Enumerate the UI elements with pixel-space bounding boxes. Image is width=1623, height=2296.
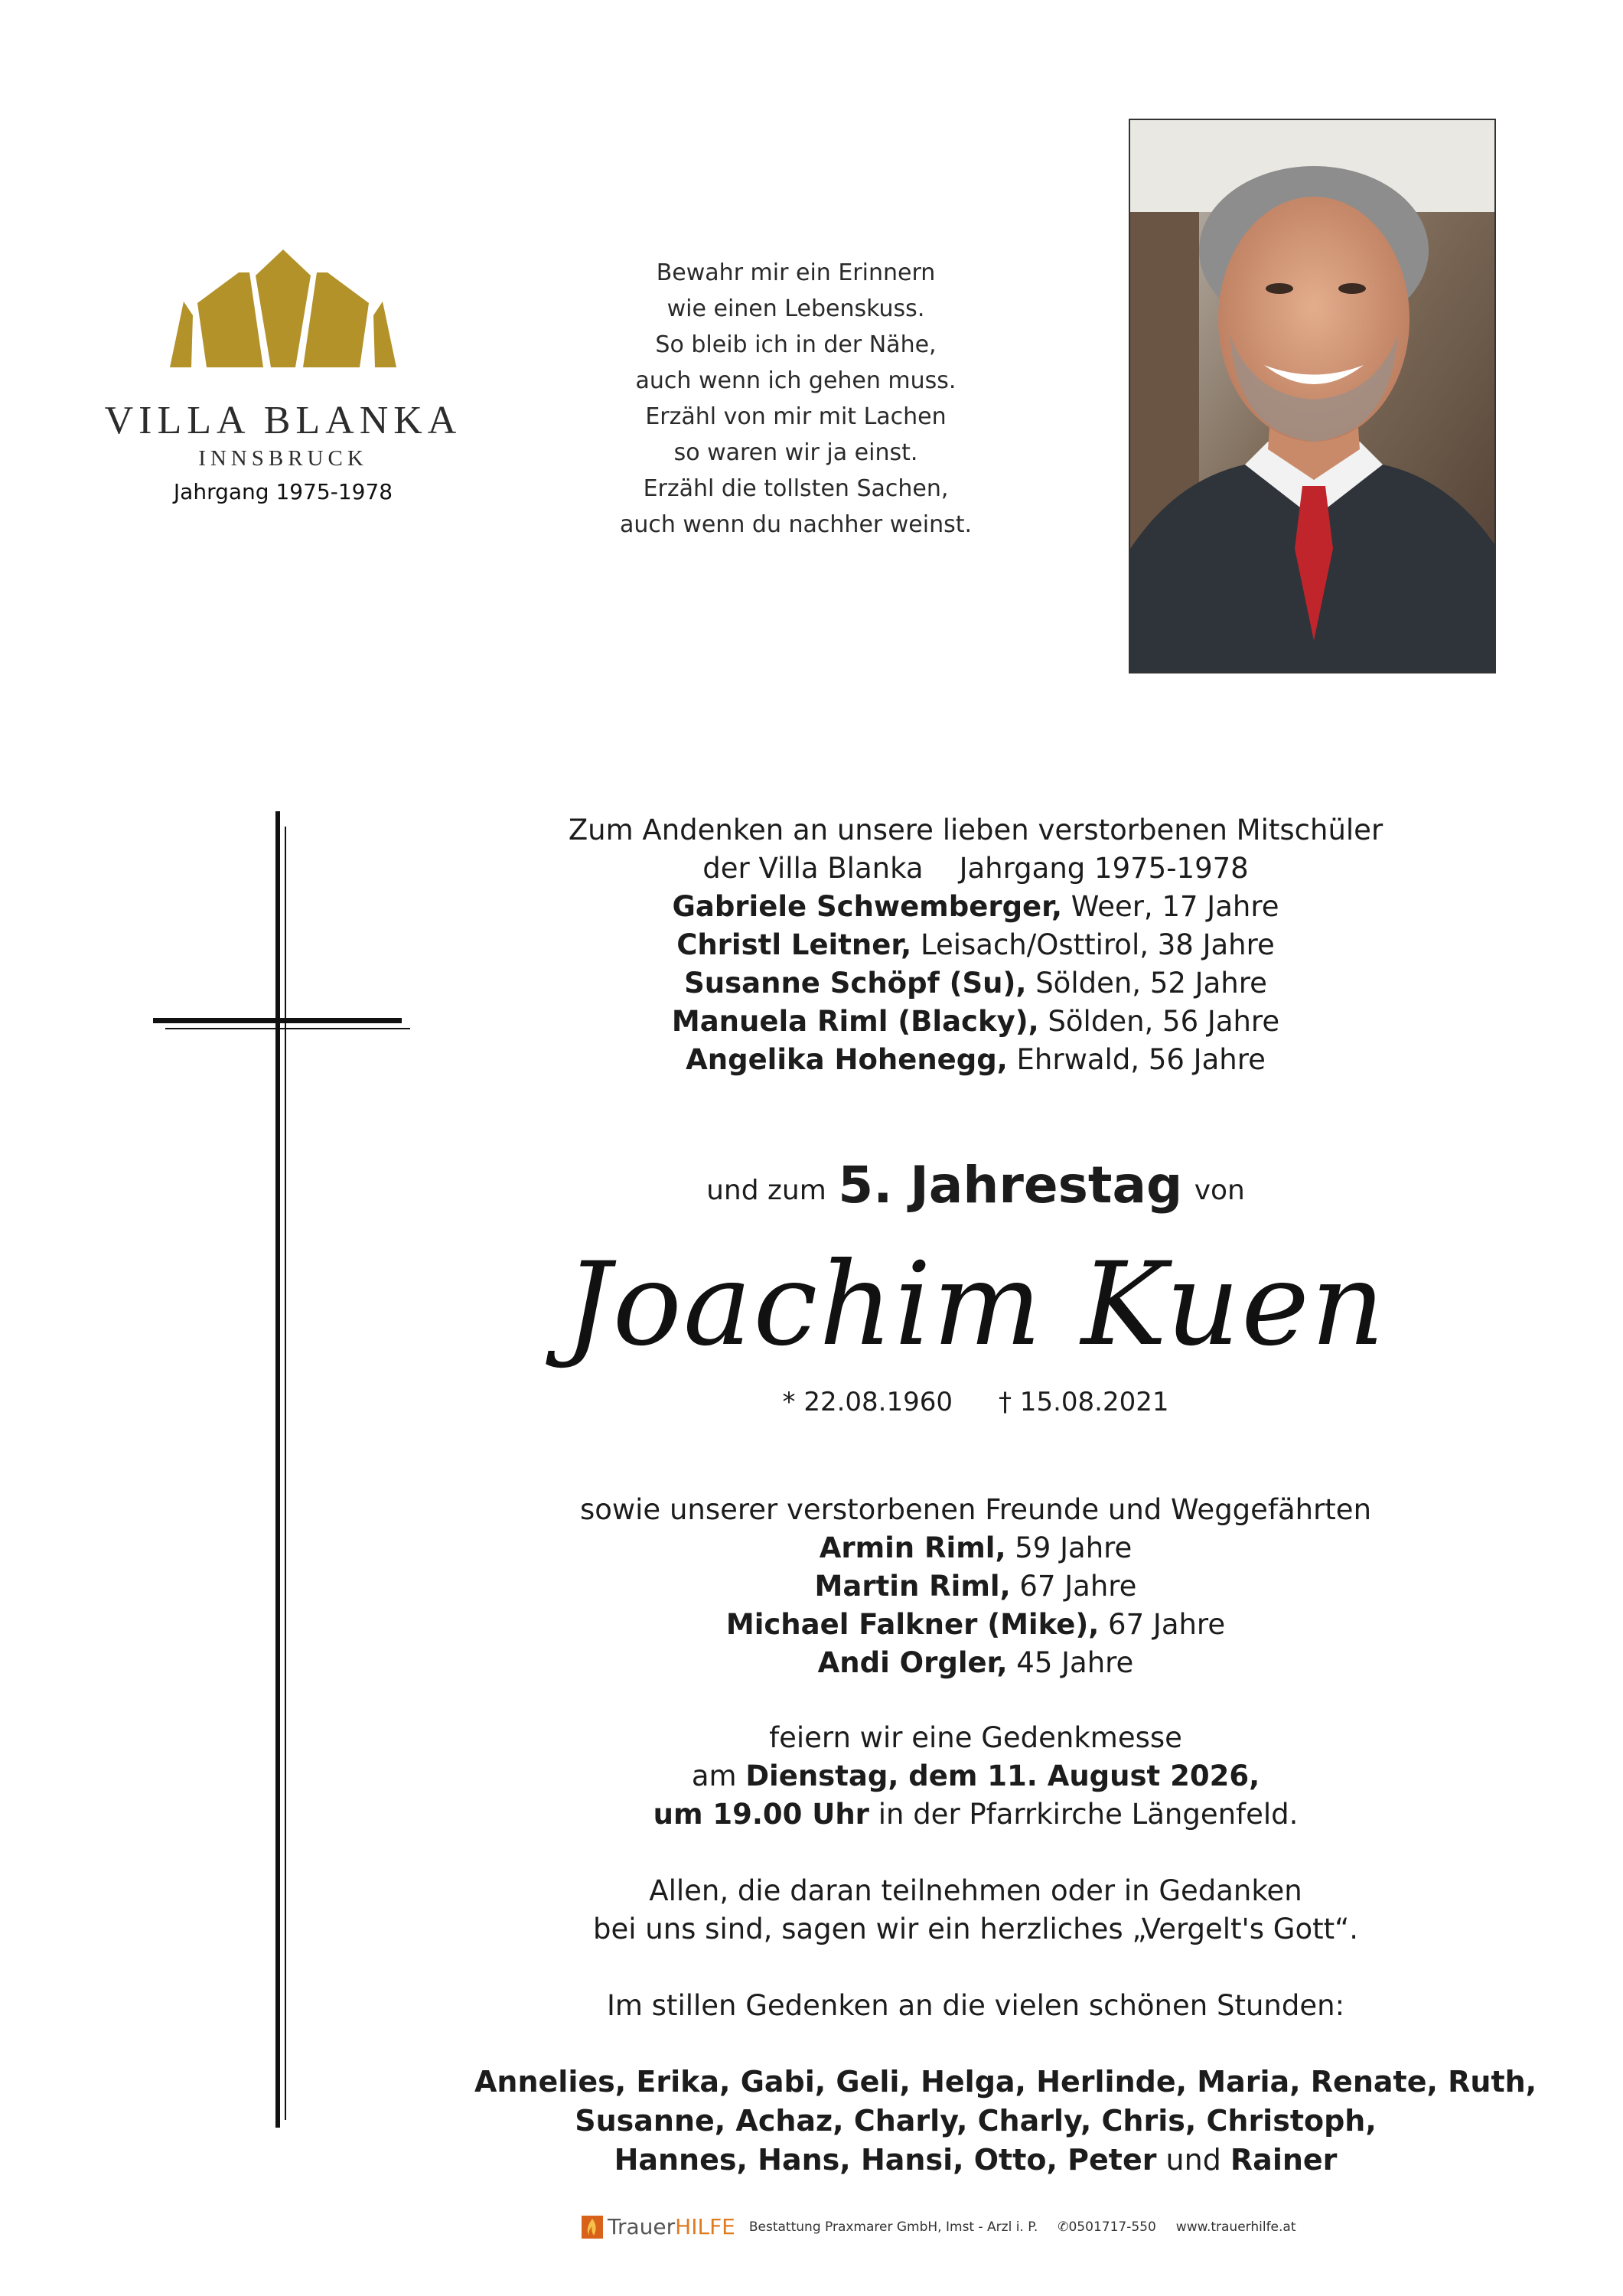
trauerhilfe-flame-icon	[582, 2216, 603, 2239]
footer	[582, 2214, 1347, 2239]
signers-block	[474, 2063, 1537, 2180]
person-name: Susanne Schöpf (Su),	[684, 967, 1027, 1000]
deceased-name: Joachim Kuen	[565, 1238, 1387, 1371]
signers-and: und	[1156, 2143, 1230, 2177]
poem-line: auch wenn du nachher weinst.	[619, 511, 973, 538]
signers-names: Hannes, Hans, Hansi, Otto, Peter	[614, 2143, 1157, 2177]
person-detail: Leisach/Osttirol, 38 Jahre	[911, 928, 1275, 961]
person-detail: 67 Jahre	[1099, 1608, 1226, 1641]
logo-city: INNSBRUCK	[198, 446, 368, 471]
mass-location: in der Pfarrkirche Längenfeld.	[869, 1798, 1299, 1831]
person-name: Armin Riml,	[819, 1531, 1006, 1564]
poem	[536, 255, 1056, 543]
footer-brand	[608, 2214, 735, 2239]
brand-part-a: Trauer	[608, 2214, 676, 2239]
poem-line: Bewahr mir ein Erinnern	[656, 259, 936, 286]
signers-line: Susanne, Achaz, Charly, Charly, Chris, Christoph,	[575, 2104, 1377, 2138]
footer-company: Bestattung Praxmarer GmbH, Imst - Arzl i. P.	[748, 2219, 1038, 2235]
portrait-photo	[1129, 119, 1496, 673]
person-detail: 45 Jahre	[1007, 1646, 1134, 1679]
person-detail: Sölden, 56 Jahre	[1038, 1005, 1280, 1038]
poem-line: So bleib ich in der Nähe,	[655, 331, 937, 358]
birth-date: * 22.08.1960	[782, 1387, 953, 1417]
memory-block	[474, 811, 1477, 1079]
memory-person	[474, 926, 1477, 964]
memory-person	[474, 888, 1477, 926]
signers-line: Annelies, Erika, Gabi, Geli, Helga, Herlinde, Maria, Renate, Ruth,	[474, 2065, 1537, 2099]
logo-name: VILLA BLANKA	[104, 399, 462, 442]
death-date: † 15.08.2021	[999, 1387, 1169, 1417]
mass-time	[474, 1795, 1477, 1834]
memory-person	[474, 964, 1477, 1003]
thanks-line: Allen, die daran teilnehmen oder in Gedanken	[649, 1874, 1302, 1907]
person-detail: Weer, 17 Jahre	[1062, 890, 1279, 923]
person-name: Gabriele Schwemberger,	[672, 890, 1063, 923]
person-detail: 67 Jahre	[1010, 1570, 1137, 1603]
mass-date-pre: am	[691, 1760, 746, 1792]
footer-phone: ✆0501717-550	[1058, 2219, 1156, 2235]
friends-intro: sowie unserer verstorbenen Freunde und Weggefährten	[579, 1493, 1372, 1526]
memory-person	[474, 1041, 1477, 1079]
poem-line: auch wenn ich gehen muss.	[635, 367, 957, 394]
mass-date	[474, 1757, 1477, 1795]
person-detail: Ehrwald, 56 Jahre	[1007, 1043, 1266, 1076]
brand-part-b: HILFE	[675, 2214, 735, 2239]
anniversary-post: von	[1194, 1175, 1245, 1206]
person-name: Angelika Hohenegg,	[686, 1043, 1008, 1076]
poem-line: so waren wir ja einst.	[673, 439, 918, 466]
footer-website: www.trauerhilfe.at	[1175, 2219, 1296, 2235]
life-dates	[474, 1387, 1477, 1417]
mass-date-value: Dienstag, dem 11. August 2026,	[745, 1760, 1260, 1792]
thanks-line: bei uns sind, sagen wir ein herzliches „Vergelt's Gott“.	[592, 1913, 1359, 1945]
friend-person	[474, 1567, 1477, 1606]
memory-intro: Zum Andenken an unsere lieben verstorbenen Mitschüler	[568, 814, 1383, 846]
poem-line: Erzähl die tollsten Sachen,	[643, 475, 949, 502]
person-name: Michael Falkner (Mike),	[725, 1608, 1100, 1641]
poem-line: wie einen Lebenskuss.	[666, 295, 925, 322]
signers-last: Rainer	[1230, 2143, 1338, 2177]
person-name: Andi Orgler,	[817, 1646, 1008, 1679]
mass-time-value: um 19.00 Uhr	[653, 1798, 869, 1831]
anniversary-title: 5. Jahrestag	[838, 1156, 1183, 1215]
logo-year: Jahrgang 1975-1978	[173, 479, 393, 504]
friends-block	[474, 1491, 1477, 1682]
silent-remembrance: Im stillen Gedenken an die vielen schönen Stunden:	[606, 1989, 1345, 2022]
memory-person	[474, 1003, 1477, 1041]
person-detail: Sölden, 52 Jahre	[1026, 967, 1267, 1000]
memory-intro-class: der Villa Blanka Jahrgang 1975-1978	[702, 852, 1249, 885]
anniversary-pre: und zum	[706, 1175, 826, 1206]
poem-line: Erzähl von mir mit Lachen	[645, 403, 947, 430]
anniversary-line	[474, 1156, 1477, 1215]
signers-line	[474, 2141, 1477, 2180]
friend-person	[474, 1644, 1477, 1682]
person-name: Martin Riml,	[814, 1570, 1011, 1603]
villa-blanka-logo	[54, 245, 513, 504]
mass-intro: feiern wir eine Gedenkmesse	[769, 1721, 1182, 1754]
friend-person	[474, 1529, 1477, 1567]
friend-person	[474, 1606, 1477, 1644]
person-name: Manuela Riml (Blacky),	[671, 1005, 1039, 1038]
person-detail: 59 Jahre	[1005, 1531, 1133, 1564]
thanks-block	[474, 1872, 1477, 1949]
person-name: Christl Leitner,	[676, 928, 912, 961]
mass-block	[474, 1719, 1477, 1834]
cross-icon	[153, 811, 421, 2128]
crown-logo-icon	[168, 245, 398, 383]
